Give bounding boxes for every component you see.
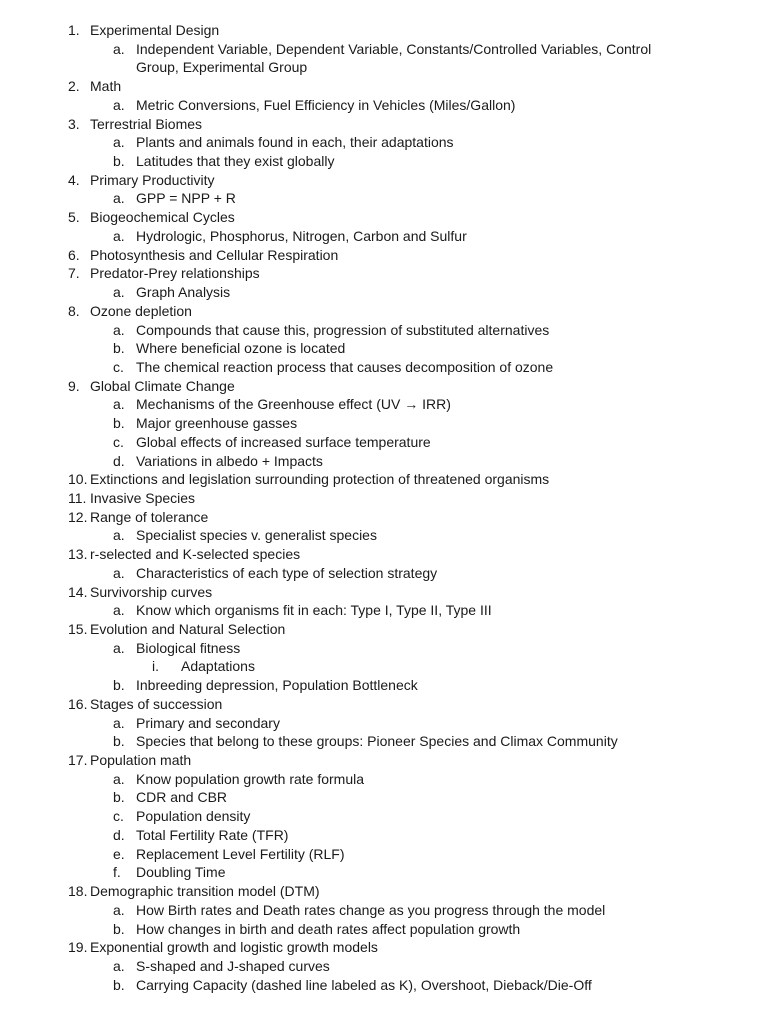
- list-item-text: Evolution and Natural Selection: [90, 621, 286, 637]
- outline-topic: [0, 246, 768, 265]
- list-marker: b.: [113, 920, 125, 937]
- list-marker: b.: [113, 789, 125, 806]
- outline-subtopic: [0, 826, 768, 845]
- list-marker: 3.: [68, 115, 80, 132]
- list-item-text: Predator-Prey relationships: [90, 265, 260, 282]
- list-item-text: Adaptations: [181, 658, 255, 675]
- list-item-text: Doubling Time: [136, 864, 226, 881]
- outline-topic: [0, 695, 768, 714]
- list-item-text: Carrying Capacity (dashed line labeled as K), Overshoot, Dieback/Die-Off: [136, 976, 592, 993]
- list-marker: a.: [113, 396, 125, 413]
- list-marker: 19.: [68, 939, 88, 956]
- list-marker: 4.: [68, 171, 80, 188]
- list-marker: b.: [113, 340, 125, 357]
- list-marker: a.: [113, 190, 125, 207]
- list-marker: 2.: [68, 78, 80, 95]
- list-item-text: Biological fitness: [136, 639, 241, 656]
- outline-topic: [0, 620, 768, 639]
- list-marker: c.: [113, 358, 124, 375]
- outline-subtopic: [0, 395, 768, 414]
- outline-subtopic: [0, 601, 768, 620]
- list-item-text: Specialist species v. generalist species: [136, 527, 377, 544]
- list-marker: b.: [113, 976, 125, 993]
- list-marker: a.: [113, 639, 125, 656]
- list-marker: f.: [113, 864, 121, 881]
- list-item-text: Math: [90, 78, 122, 95]
- outline-subtopic: [0, 901, 768, 920]
- outline-subtopic: [0, 339, 768, 358]
- outline-subtopic: [0, 770, 768, 789]
- list-marker: 1.: [68, 22, 80, 38]
- list-marker: a.: [113, 321, 125, 338]
- list-item-text: Where beneficial ozone is located: [136, 340, 346, 357]
- list-item-text: Range of tolerance: [90, 508, 209, 525]
- list-marker: c.: [113, 808, 124, 825]
- outline-subtopic: [0, 920, 768, 939]
- list-marker: a.: [113, 284, 125, 301]
- list-marker: 5.: [68, 209, 80, 226]
- list-item-text: Biogeochemical Cycles: [90, 209, 235, 226]
- list-item-text: Latitudes that they exist globally: [136, 153, 335, 170]
- list-item-text: Extinctions and legislation surrounding protection of threatened organisms: [90, 471, 550, 488]
- list-marker: a.: [113, 770, 125, 787]
- list-item-text: The chemical reaction process that causes decomposition of ozone: [136, 358, 554, 375]
- outline-subtopic: [0, 189, 768, 208]
- list-marker: 17.: [68, 752, 88, 769]
- outline-subtopic: [0, 957, 768, 976]
- list-item-text: Survivorship curves: [90, 583, 213, 600]
- outline-subtopic: [0, 152, 768, 171]
- outline-subtopic: [0, 526, 768, 545]
- outline-subtopic: [0, 676, 768, 695]
- list-marker: a.: [113, 527, 125, 544]
- list-marker: b.: [113, 677, 125, 694]
- list-item-text: GPP = NPP + R: [136, 190, 236, 207]
- list-marker: a.: [113, 227, 125, 244]
- outline-subtopic: [0, 976, 768, 995]
- list-marker: 10.: [68, 471, 88, 488]
- outline-topic: [0, 882, 768, 901]
- list-marker: a.: [113, 602, 125, 619]
- outline-subtopic: [0, 564, 768, 583]
- list-item-text: r-selected and K-selected species: [90, 546, 301, 563]
- list-item-text: Mechanisms of the Greenhouse effect (UV → IRR): [136, 396, 451, 413]
- list-item-text: Global effects of increased surface temperature: [136, 433, 431, 450]
- outline-topic: [0, 938, 768, 957]
- outline-topic: [0, 545, 768, 564]
- outline-topic: [0, 171, 768, 190]
- list-marker: a.: [113, 96, 125, 113]
- list-item-text: Primary and secondary: [136, 714, 280, 731]
- outline-subtopic: [0, 845, 768, 864]
- list-item-text: Plants and animals found in each, their adaptations: [136, 134, 454, 151]
- outline-topic: [0, 489, 768, 508]
- list-marker: d.: [113, 826, 125, 843]
- list-marker: 6.: [68, 246, 80, 263]
- list-item-text: Demographic transition model (DTM): [90, 883, 320, 900]
- list-item-text: Exponential growth and logistic growth models: [90, 939, 378, 956]
- list-item-text: Primary Productivity: [90, 171, 215, 188]
- outline-subtopic: [0, 863, 768, 882]
- list-marker: 11.: [68, 489, 87, 506]
- list-item-text: Population math: [90, 752, 192, 769]
- list-item-text: Characteristics of each type of selection strategy: [136, 564, 438, 581]
- list-item-text: Variations in albedo + Impacts: [136, 452, 323, 469]
- list-marker: b.: [113, 415, 125, 432]
- list-marker: 14.: [68, 583, 88, 600]
- list-marker: 9.: [68, 377, 80, 394]
- outline-subtopic: [0, 788, 768, 807]
- list-item-text: Total Fertility Rate (TFR): [136, 826, 289, 843]
- list-item-text: Global Climate Change: [90, 377, 235, 394]
- list-marker: a.: [113, 40, 125, 57]
- outline-subtopic: [0, 321, 768, 340]
- list-item-text: Know which organisms fit in each: Type I, Type II, Type III: [136, 602, 492, 619]
- outline-subtopic: [0, 414, 768, 433]
- list-marker: 13.: [68, 546, 88, 563]
- topic-outline: [0, 21, 768, 994]
- outline-topic: [0, 264, 768, 283]
- list-marker: a.: [113, 714, 125, 731]
- list-item-text: Know population growth rate formula: [136, 770, 365, 787]
- outline-subtopic: [0, 96, 768, 115]
- outline-topic: [0, 377, 768, 396]
- outline-subtopic: [0, 452, 768, 471]
- list-marker: 15.: [68, 621, 88, 637]
- list-item-text: How Birth rates and Death rates change as you progress through the model: [136, 901, 606, 918]
- list-marker: 7.: [68, 265, 80, 282]
- list-item-text: S-shaped and J-shaped curves: [136, 957, 330, 974]
- outline-topic: [0, 21, 768, 40]
- outline-subtopic: [0, 639, 768, 658]
- list-item-text: Replacement Level Fertility (RLF): [136, 845, 345, 862]
- outline-subtopic: [0, 283, 768, 302]
- list-item-text: Population density: [136, 808, 251, 825]
- outline-subtopic: [0, 358, 768, 377]
- outline-topic: [0, 77, 768, 96]
- outline-subtopic: [0, 40, 768, 77]
- list-marker: 12.: [68, 508, 88, 525]
- list-item-text: Hydrologic, Phosphorus, Nitrogen, Carbon and Sulfur: [136, 227, 467, 244]
- outline-topic: [0, 115, 768, 134]
- outline-subtopic: [0, 433, 768, 452]
- list-item-text: Compounds that cause this, progression of substituted alternatives: [136, 321, 550, 338]
- list-marker: 16.: [68, 695, 88, 712]
- outline-subtopic: [0, 732, 768, 751]
- list-item-text: How changes in birth and death rates affect population growth: [136, 920, 521, 937]
- list-marker: e.: [113, 845, 125, 862]
- outline-topic: [0, 208, 768, 227]
- list-item-text: Experimental Design: [90, 22, 220, 38]
- list-item-text: Inbreeding depression, Population Bottleneck: [136, 677, 418, 694]
- list-item-text: Metric Conversions, Fuel Efficiency in Vehicles (Miles/Gallon): [136, 96, 516, 113]
- list-item-text: Photosynthesis and Cellular Respiration: [90, 246, 339, 263]
- list-marker: a.: [113, 901, 125, 918]
- list-item-text: Major greenhouse gasses: [136, 415, 298, 432]
- outline-subtopic: [0, 133, 768, 152]
- list-marker: c.: [113, 433, 124, 450]
- outline-subsubtopic: [0, 657, 768, 676]
- list-item-text: Stages of succession: [90, 695, 223, 712]
- list-marker: a.: [113, 957, 125, 974]
- outline-topic: [0, 508, 768, 527]
- list-item-text: Terrestrial Biomes: [90, 115, 203, 132]
- outline-topic: [0, 583, 768, 602]
- list-item-text: Graph Analysis: [136, 284, 231, 301]
- list-marker: b.: [113, 153, 125, 170]
- list-marker: d.: [113, 452, 125, 469]
- list-item-text: Independent Variable, Dependent Variable, Constants/Controlled Variables, Control Group, Experimental Group: [136, 40, 652, 76]
- list-item-text: CDR and CBR: [136, 789, 228, 806]
- list-marker: b.: [113, 733, 125, 750]
- list-marker: 8.: [68, 302, 80, 319]
- list-item-text: Invasive Species: [90, 489, 196, 506]
- list-marker: i.: [152, 658, 159, 675]
- outline-topic: [0, 302, 768, 321]
- outline-subtopic: [0, 714, 768, 733]
- list-marker: 18.: [68, 883, 88, 900]
- list-marker: a.: [113, 564, 125, 581]
- outline-subtopic: [0, 227, 768, 246]
- list-item-text: Ozone depletion: [90, 302, 192, 319]
- outline-topic: [0, 470, 768, 489]
- outline-topic: [0, 751, 768, 770]
- list-item-text: Species that belong to these groups: Pioneer Species and Climax Community: [136, 733, 618, 750]
- list-marker: a.: [113, 134, 125, 151]
- outline-subtopic: [0, 807, 768, 826]
